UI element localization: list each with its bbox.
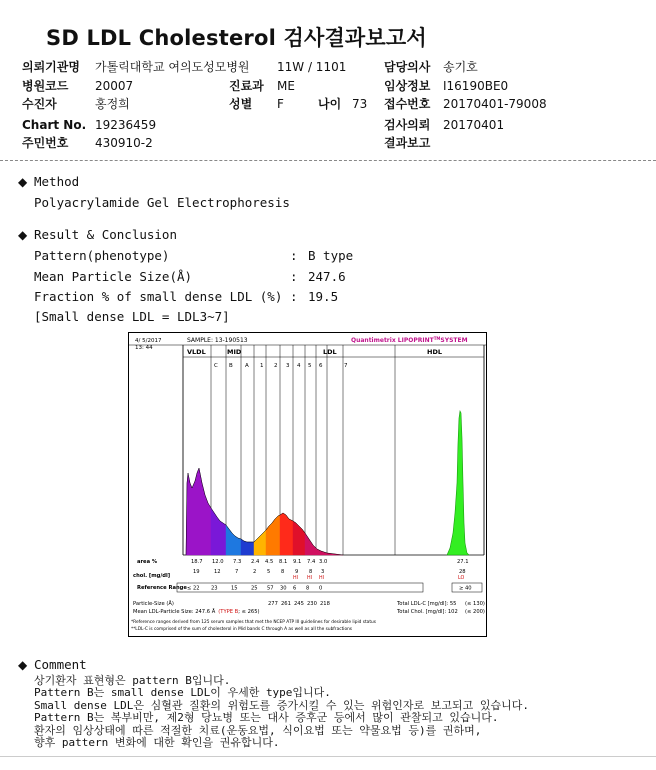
method-text: Polyacrylamide Gel Electrophoresis (34, 195, 290, 210)
chart-brand (351, 336, 468, 344)
band-label: 3 (286, 363, 290, 369)
chol-value: 7 (235, 569, 239, 575)
ref-value: 57 (267, 585, 274, 592)
hi-flag: HI (307, 576, 313, 581)
result-row (34, 248, 353, 263)
dept-value: ME (277, 79, 295, 93)
particle-size: 277 (268, 601, 278, 607)
hi-flag: HI (293, 576, 299, 581)
total-ldl-label: Total LDL-C [mg/dl]: 55 (397, 601, 457, 607)
result-note: [Small dense LDL = LDL3~7] (34, 309, 230, 324)
particle-size: 218 (320, 601, 330, 607)
chart-no-label: Chart No. (22, 118, 87, 132)
sex-label: 성별 (229, 97, 253, 111)
result-row (34, 289, 338, 304)
row-area-label: area % (137, 559, 158, 565)
result-colon: : (290, 269, 298, 284)
result-row-value: B type (308, 248, 354, 263)
band-label: 4 (297, 363, 301, 369)
area-value: 3.0 (319, 559, 328, 565)
particle-size: 261 (281, 601, 291, 607)
sex-value: F (277, 97, 284, 111)
band-label: 7 (344, 363, 348, 369)
area-value: 7.3 (233, 559, 242, 565)
comment-body (34, 675, 529, 749)
lipoprotein-band-area (254, 530, 266, 555)
lipoprotein-band-area (280, 513, 293, 555)
chol-value: 2 (253, 569, 257, 575)
clinical-info-value: I16190BE0 (443, 79, 509, 93)
group-label: HDL (427, 348, 442, 356)
lipoprint-chart-svg (129, 333, 487, 637)
area-value: 27.1 (457, 559, 469, 565)
total-chol-label: Total Chol. [mg/dl]: 102 (397, 609, 458, 615)
chol-value: 28 (459, 569, 466, 575)
ref-value: 0 (319, 585, 323, 592)
result-colon: : (290, 248, 298, 263)
rrn-value: 430910-2 (95, 136, 153, 150)
result-row-label: Mean Particle Size(Å) (34, 269, 193, 284)
band-label: C (214, 363, 218, 369)
ref-value: ≤ 22 (187, 585, 200, 592)
chart-brand-sup: TM (433, 336, 441, 341)
area-value: 2.4 (251, 559, 260, 565)
method-heading (18, 174, 79, 189)
ref-value: 8 (306, 585, 310, 592)
report-title: SD LDL Cholesterol 검사결과보고서 (46, 26, 427, 50)
footnote-2: **LDL-C is comprised of the sum of cholesterol in Mid bands C through A as well as all the subfractions (131, 627, 353, 632)
result-heading (18, 227, 177, 242)
band-label: A (245, 363, 249, 369)
chol-value: 9 (295, 569, 299, 575)
ref-value: 23 (211, 585, 218, 592)
comment-line: 환자의 임상상태에 따른 적절한 치료(운동요법, 식이요법 또는 약물요법 등)를 권하며, (34, 723, 482, 737)
result-row-value: 247.6 (308, 269, 346, 284)
ref-value: 25 (251, 585, 258, 592)
chol-value: 19 (193, 569, 200, 575)
age-label: 나이 (318, 97, 342, 111)
ref-label: Reference Range (137, 585, 187, 591)
band-label: 2 (274, 363, 278, 369)
result-row (34, 269, 346, 284)
area-value: 7.4 (307, 559, 316, 565)
band-label: B (229, 363, 233, 369)
result-row-value: 19.5 (308, 289, 339, 304)
doctor-value: 송기호 (443, 60, 478, 74)
chol-value: 3 (321, 569, 325, 575)
result-heading-text: Result & Conclusion (34, 227, 177, 242)
clinical-info-label: 임상정보 (384, 79, 431, 93)
group-label: VLDL (187, 348, 206, 356)
ref-value: 15 (231, 585, 238, 592)
diamond-bullet-icon: ◆ (18, 175, 28, 189)
particle-size: 230 (307, 601, 317, 607)
institution-label: 의뢰기관명 (22, 60, 80, 74)
result-row-label: Fraction % of small dense LDL (%) (34, 289, 283, 304)
comment-line: 향후 pattern 변화에 대한 확인을 권유합니다. (34, 736, 280, 750)
area-value: 18.7 (191, 559, 203, 565)
area-value: 12.0 (212, 559, 224, 565)
band-label: 6 (319, 363, 323, 369)
area-value: 9.1 (293, 559, 302, 565)
mean-ldl-text: Mean LDL-Particle Size: 247.6 Å (133, 609, 216, 615)
ref-value-hdl: ≥ 40 (459, 585, 472, 592)
area-value: 8.1 (279, 559, 288, 565)
diamond-bullet-icon: ◆ (18, 658, 28, 672)
curve-group (186, 411, 469, 555)
doctor-label: 담당의사 (384, 60, 431, 74)
lipoprotein-band-area (305, 533, 343, 555)
institution-value: 가톨릭대학교 여의도성모병원 (95, 60, 250, 74)
ward-value: 11W / 1101 (277, 60, 347, 74)
comment-heading (18, 657, 87, 672)
total-chol-ref: (≤ 200) (465, 609, 485, 615)
dept-label: 진료과 (229, 79, 264, 93)
area-value: 4.5 (265, 559, 274, 565)
chart-date: 4/ 5/2017 (135, 338, 162, 344)
lipoprotein-band-area (211, 508, 226, 555)
mean-ldl-label (133, 608, 260, 615)
lipoprotein-band-area (226, 525, 241, 555)
particle-size-label: Particle-Size (Å) (133, 601, 174, 607)
comment-heading-text: Comment (34, 657, 87, 672)
receipt-label: 접수번호 (384, 97, 431, 111)
comment-line: Small dense LDL은 심혈관 질환의 위험도를 증가시킬 수 있는 위험인자로 보고되고 있습니다. (34, 698, 529, 712)
header-divider (0, 160, 656, 161)
comment-line: Pattern B는 small dense LDL이 우세한 type입니다. (34, 686, 331, 700)
row-chol-label: chol. [mg/dl] (133, 573, 171, 579)
request-value: 20170401 (443, 118, 505, 132)
lo-flag: LO (458, 576, 465, 581)
chart-brand-tail: SYSTEM (440, 337, 468, 344)
hi-flag: HI (319, 576, 325, 581)
rrn-label: 주민번호 (22, 136, 69, 150)
band-label: 1 (260, 363, 264, 369)
total-ldl-ref: (≤ 130) (465, 601, 485, 607)
band-label: 5 (308, 363, 312, 369)
ref-value: 30 (280, 585, 287, 592)
result-report-label: 결과보고 (384, 136, 431, 150)
chol-value: 5 (267, 569, 271, 575)
chol-value: 8 (309, 569, 313, 575)
request-label: 검사의뢰 (384, 118, 431, 132)
band-separators (183, 345, 484, 555)
bottom-divider (0, 756, 656, 757)
receipt-value: 20170401-79008 (443, 97, 547, 111)
result-row-label: Pattern(phenotype) (34, 248, 170, 263)
band-labels (214, 363, 348, 369)
group-label: MID (227, 348, 242, 356)
diamond-bullet-icon: ◆ (18, 228, 28, 242)
chol-value: 12 (214, 569, 221, 575)
patient-label: 수진자 (22, 97, 57, 111)
lipoprint-chart (128, 332, 487, 637)
hdl-peak-area (447, 411, 469, 555)
age-value: 73 (352, 97, 368, 111)
footnote-1: *Reference ranges derived from 125 serum samples that met the NCEP ATP III guidelines for desirable lipid status (131, 620, 376, 625)
chart-sample: SAMPLE: 13-190513 (187, 337, 248, 344)
ref-value: 6 (293, 585, 297, 592)
lipoprotein-band-area (266, 515, 280, 555)
method-heading-text: Method (34, 174, 80, 189)
type-text: (TYPE B (218, 609, 239, 615)
type-tail: ; ≤ 265) (238, 609, 260, 615)
particle-size: 245 (294, 601, 304, 607)
comment-line: Pattern B는 복부비만, 제2형 당뇨병 또는 대사 증후군 등에서 많이 관찰되고 있습니다. (34, 711, 499, 725)
result-colon: : (290, 289, 298, 304)
chart-brand-name: Quantimetrix LIPOPRINT (351, 337, 434, 344)
patient-value: 홍정희 (95, 97, 130, 111)
chart-no-value: 19236459 (95, 118, 157, 132)
chol-value: 8 (281, 569, 285, 575)
chart-time: 13: 44 (135, 345, 153, 351)
group-label: LDL (323, 348, 337, 356)
hospital-code-value: 20007 (95, 79, 134, 93)
comment-line: 상기환자 표현형은 pattern B입니다. (34, 674, 231, 687)
lipoprotein-band-area (241, 539, 254, 555)
hospital-code-label: 병원코드 (22, 79, 69, 93)
